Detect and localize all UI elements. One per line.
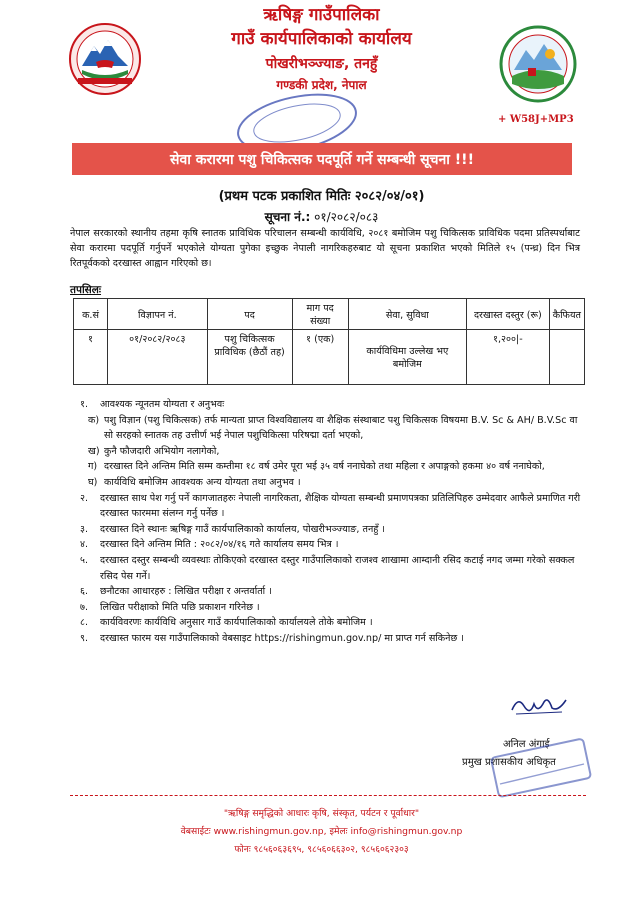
col-facility: सेवा, सुविधा [348,299,466,330]
list-number: ९. [80,632,89,644]
cell-remarks [549,330,584,385]
list-text: आवश्यक न्यूनतम योग्यता र अनुभवः [100,399,225,410]
list-item [80,397,585,413]
list-text: कुनै फौजदारी अभियोग नलागेको, [104,445,220,457]
list-subitem [88,475,585,491]
list-text: लिखित परीक्षाको मिति पछि प्रकाशन गरिनेछ । [100,601,260,613]
list-item [80,491,585,522]
list-subitem [88,413,585,444]
publication-date: (प्रथम पटक प्रकाशित मितिः २०८२/०४/०१) [218,189,425,204]
requirements-list [80,397,585,647]
col-post: पद [207,299,292,330]
col-remarks: कैफियत [549,299,584,330]
plus-code: + W58J+MP3 [498,114,574,125]
list-item [80,631,585,647]
list-number: ७. [80,601,89,613]
list-item [80,584,585,600]
cell-fee: १,२००|- [467,330,550,385]
cell-ad-no: ०१/२०८२/२०८३ [108,330,208,385]
details-heading: तपसिलः [70,284,102,296]
list-text: दरखास्त फारम यस गाउँपालिकाको वेबसाइट https://rishingmun.gov.np/ मा प्राप्त गर्न सकिनेछ । [100,632,464,644]
list-text: छनौटका आधारहरु : लिखित परीक्षा र अन्तर्वार्ता । [100,586,272,598]
list-number: ३. [80,523,89,535]
list-number: घ) [88,476,98,488]
list-text: दरखास्त दिने अन्तिम मिति सम्म कम्तीमा १८ वर्ष उमेर पूरा भई ३५ वर्ष ननाघेको तथा महिला र अपाङ्गको हकमा ४० वर्ष ननाघेको, [104,461,545,473]
notice-number [0,208,643,225]
list-subitem [88,459,585,475]
list-item [80,522,585,538]
signature-icon [508,692,570,718]
vacancy-table [73,298,585,385]
cell-sn: १ [74,330,108,385]
list-number: ६. [80,586,89,598]
list-text: दरखास्त दिने स्थानः ऋषिङ्ग गाउँ कार्यपालिकाको कार्यालय, पोखरीभञ्ज्याङ, तनहुँ । [100,523,386,535]
footer-contacts: वेबसाईटः www.rishingmun.gov.np, इमेलः info@rishingmun.gov.np [180,826,463,837]
list-number: क) [88,414,100,426]
list-number: ख) [88,445,100,457]
notice-title-banner [72,143,572,175]
list-number: २. [80,492,89,504]
list-text: दरखास्त दिने अन्तिम मिति : २०८२/०४/१६ गते कार्यालय समय भित्र । [100,539,339,551]
cell-demand: १ (एक) [292,330,348,385]
intro-paragraph: नेपाल सरकारको स्थानीय तहमा कृषि स्नातक प्राविधिक परिचालन सम्बन्धी कार्यविधि, २०८१ बमोजिम पशु चिकित्सक प्राविधिक पदमा प्रतिस्पर्धाबाट सेवा करारमा पदपूर्ति गर्नुपर्ने भएकोले योग्यता पुगेका इच्छुक नेपाली नागरिकहरुबाट यो सूचना प्रकाशित भएको मितिले १५ (पन्ध्र) दिन भित्र रितपूर्वकको दरखास्त आह्वान गरिएको छ। [70,228,580,269]
notice-number-label: सूचना नं.: [264,210,311,224]
col-sn: क.सं [74,299,108,330]
signer-name: अनिल अंगाई [503,739,550,750]
list-item [80,600,585,616]
cell-post: पशु चिकित्सक प्राविधिक (छैठौं तह) [207,330,292,385]
footer-motto: "ऋषिङ्ग समृद्धिको आधारः कृषि, संस्कृत, पर्यटन र पूर्वाधार" [223,808,420,819]
list-number: ५. [80,554,89,566]
col-demand: माग पद संख्या [292,299,348,330]
signer-title: प्रमुख प्रशासकीय अधिकृत [462,757,556,768]
notice-number-value: ०१/२०८२/०८३ [310,210,379,224]
list-text: कार्यविधि बमोजिम आवश्यक अन्य योग्यता तथा अनुभव । [104,476,301,488]
list-text: दरखास्त साथ पेश गर्नु पर्ने कागजातहरुः नेपाली नागरिकता, शैक्षिक योग्यता सम्बन्धी प्रमाणपत्रका प्रतिलिपिहरु उम्मेदवार आफैले प्रमाणित गरी दरखास्त फारममा संलग्न गर्नु पर्नेछ । [100,492,581,520]
list-text: दरखास्त दस्तुर सम्बन्धी व्यवस्थाः तोकिएको दरखास्त दस्तुर गाउँपालिकाको राजश्व शाखामा आम्दानी रसिद कटाई नगद जम्मा गरेको सक्कल रसिद पेस गर्ने। [100,554,575,582]
cell-facility: कार्यविधिमा उल्लेख भए बमोजिम [348,330,466,385]
col-ad-no: विज्ञापन नं. [108,299,208,330]
list-subitem [88,444,585,460]
list-number: १. [80,399,89,410]
table-header-row [74,299,585,330]
footer-phone: फोनः ९८५६०६३६९५, ९८५६०६६३०२, ९८५६०६२३०३ [234,844,409,855]
list-number: ८. [80,617,89,629]
notice-title: सेवा करारमा पशु चिकित्सक पदपूर्ति गर्ने सम्बन्धी सूचना !!! [170,152,474,168]
list-item [80,553,585,584]
list-text: पशु विज्ञान (पशु चिकित्सक) तर्फ मान्यता प्राप्त विश्वविद्यालय वा शैक्षिक संस्थाबाट पशु चिकित्सक विषयमा B.V. Sc & AH/ B.V.Sc वा सो सरहको स्नातक तह उत्तीर्ण भई नेपाल पशुचिकित्सा परिषद्मा दर्ता भएको, [104,414,578,442]
office-province: गण्डकी प्रदेश, नेपाल [276,78,367,92]
col-fee: दरखास्त दस्तुर (रू) [467,299,550,330]
list-number: ग) [88,461,98,473]
list-number: ४. [80,539,89,551]
list-item [80,537,585,553]
footer-divider [70,795,586,796]
municipality-logo-icon [498,24,578,104]
municipality-name: ऋषिङ्ग गाउँपालिका [263,5,380,25]
list-item [80,615,585,631]
table-row [74,330,585,385]
office-name: गाउँ कार्यपालिकाको कार्यालय [231,29,412,49]
list-text: कार्यविवरणः कार्यविधि अनुसार गाउँ कार्यपालिकाको कार्यालयले तोके बमोजिम । [100,617,373,629]
office-location: पोखरीभञ्ज्याङ, तनहुँ [265,56,378,72]
